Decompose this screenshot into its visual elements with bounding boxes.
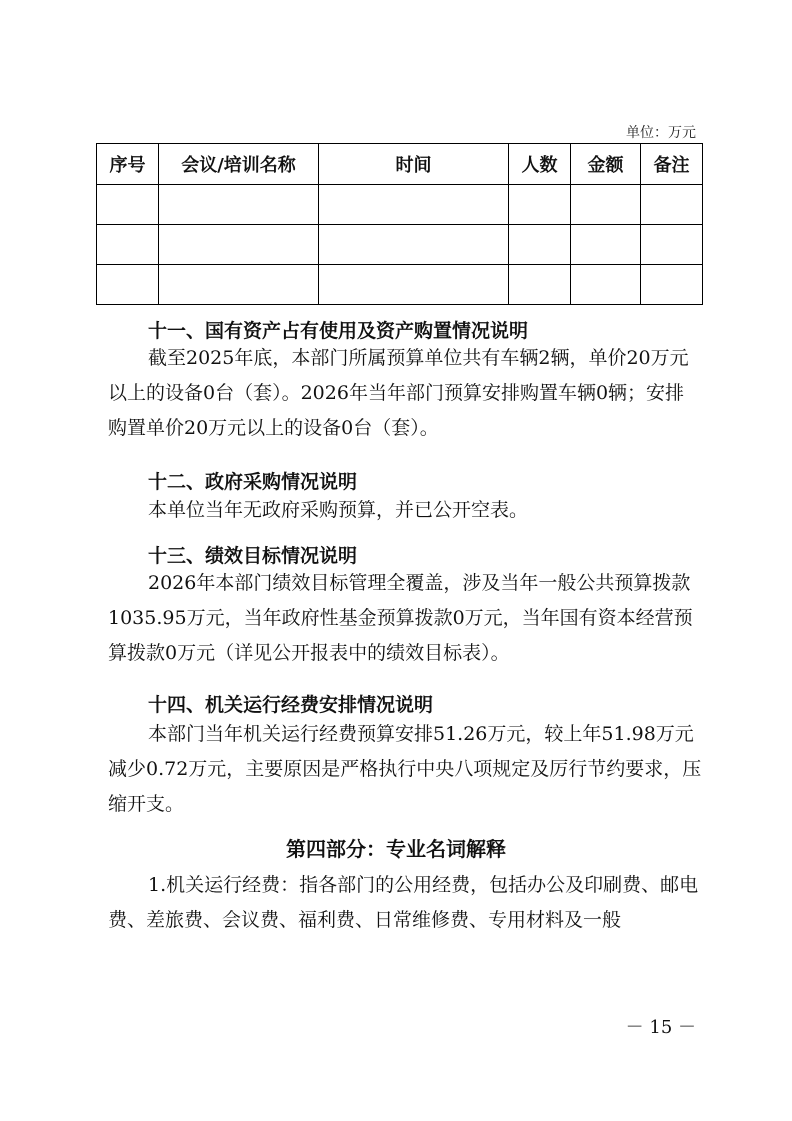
- table-cell: [319, 185, 509, 225]
- header-seq: 序号: [97, 144, 159, 185]
- table-row: [97, 265, 703, 305]
- meeting-training-table: [96, 143, 703, 305]
- header-time: 时间: [319, 144, 509, 185]
- table-cell: [159, 185, 319, 225]
- header-remark: 备注: [641, 144, 703, 185]
- part4-item1: 1.机关运行经费：指各部门的公用经费，包括办公及印刷费、邮电费、差旅费、会议费、福利费、日常维修费、专用材料及一般: [108, 874, 699, 931]
- table-cell: [509, 185, 571, 225]
- table-cell: [509, 265, 571, 305]
- table-cell: [571, 185, 641, 225]
- section-11-heading: 十一、国有资产占有使用及资产购置情况说明: [148, 320, 529, 342]
- header-people: 人数: [509, 144, 571, 185]
- table-cell: [319, 265, 509, 305]
- table-header-row: [97, 144, 703, 185]
- header-amount: 金额: [571, 144, 641, 185]
- table-cell: [97, 185, 159, 225]
- section-14-heading: 十四、机关运行经费安排情况说明: [148, 694, 434, 716]
- table-cell: [319, 225, 509, 265]
- section-12-heading: 十二、政府采购情况说明: [148, 471, 358, 493]
- table-cell: [641, 185, 703, 225]
- section-11-text: 截至2025年底，本部门所属预算单位共有车辆2辆，单价20万元以上的设备0台（套）。2026年当年部门预算安排购置车辆0辆；安排购置单价20万元以上的设备0台（套）。: [108, 347, 689, 439]
- section-12-text: 本单位当年无政府采购预算，并已公开空表。: [148, 499, 529, 521]
- section-13-text: 2026年本部门绩效目标管理全覆盖，涉及当年一般公共预算拨款1035.95万元，当年政府性基金预算拨款0万元，当年国有资本经营预算拨款0万元（详见公开报表中的绩效目标表）。: [108, 572, 693, 664]
- page-number: － 15 －: [625, 1017, 696, 1038]
- table-cell: [571, 265, 641, 305]
- part4-title: 第四部分：专业名词解释: [286, 837, 506, 861]
- table-cell: [97, 225, 159, 265]
- table-cell: [159, 225, 319, 265]
- table-cell: [571, 225, 641, 265]
- section-13-heading: 十三、绩效目标情况说明: [148, 545, 358, 567]
- header-name: 会议/培训名称: [159, 144, 319, 185]
- section-14-text: 本部门当年机关运行经费预算安排51.26万元，较上年51.98万元减少0.72万元，主要原因是严格执行中央八项规定及厉行节约要求，压缩开支。: [108, 723, 702, 815]
- table-cell: [509, 225, 571, 265]
- table-row: [97, 185, 703, 225]
- table-cell: [641, 265, 703, 305]
- table-cell: [159, 265, 319, 305]
- unit-label: 单位：万元: [626, 125, 696, 141]
- table-cell: [97, 265, 159, 305]
- table-cell: [641, 225, 703, 265]
- table-row: [97, 225, 703, 265]
